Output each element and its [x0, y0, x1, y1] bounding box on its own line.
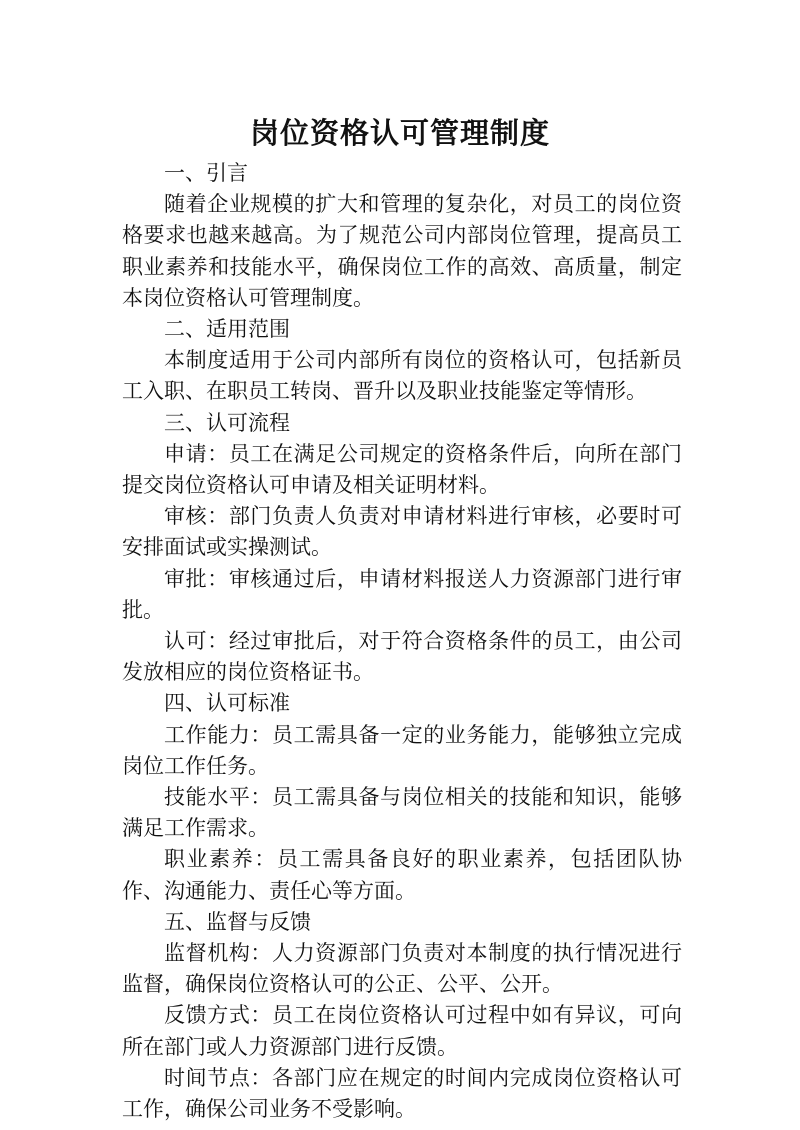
section-heading: 三、认可流程	[164, 410, 290, 435]
paragraph: 职业素养：员工需具备良好的职业素养，包括团队协作、沟通能力、责任心等方面。	[122, 847, 682, 903]
paragraph: 监督机构：人力资源部门负责对本制度的执行情况进行监督，确保岗位资格认可的公正、公平、公开。	[122, 941, 682, 997]
paragraph: 审批：审核通过后，申请材料报送人力资源部门进行审批。	[122, 566, 682, 622]
paragraph: 随着企业规模的扩大和管理的复杂化，对员工的岗位资格要求也越来越高。为了规范公司内部岗位管理，提高员工职业素养和技能水平，确保岗位工作的高效、高质量，制定本岗位资格认可管理制度。	[122, 192, 682, 310]
paragraph: 认可：经过审批后，对于符合资格条件的员工，由公司发放相应的岗位资格证书。	[122, 629, 682, 685]
paragraph: 反馈方式：员工在岗位资格认可过程中如有异议，可向所在部门或人力资源部门进行反馈。	[122, 1003, 682, 1059]
paragraph: 审核：部门负责人负责对申请材料进行审核，必要时可安排面试或实操测试。	[122, 504, 682, 560]
document-title: 岗位资格认可管理制度	[249, 116, 550, 151]
paragraph: 申请：员工在满足公司规定的资格条件后，向所在部门提交岗位资格认可申请及相关证明材料。	[122, 441, 682, 498]
document-body	[122, 158, 682, 1125]
paragraph: 技能水平：员工需具备与岗位相关的技能和知识，能够满足工作需求。	[122, 785, 682, 841]
section-heading: 四、认可标准	[164, 691, 290, 716]
paragraph: 工作能力：员工需具备一定的业务能力，能够独立完成岗位工作任务。	[122, 722, 682, 778]
paragraph: 本制度适用于公司内部所有岗位的资格认可，包括新员工入职、在职员工转岗、晋升以及职业技能鉴定等情形。	[122, 348, 682, 404]
paragraph: 时间节点：各部门应在规定的时间内完成岗位资格认可工作，确保公司业务不受影响。	[122, 1065, 682, 1122]
section-heading: 五、监督与反馈	[164, 909, 311, 934]
section-heading: 一、引言	[164, 161, 248, 185]
section-heading: 二、适用范围	[164, 317, 290, 342]
